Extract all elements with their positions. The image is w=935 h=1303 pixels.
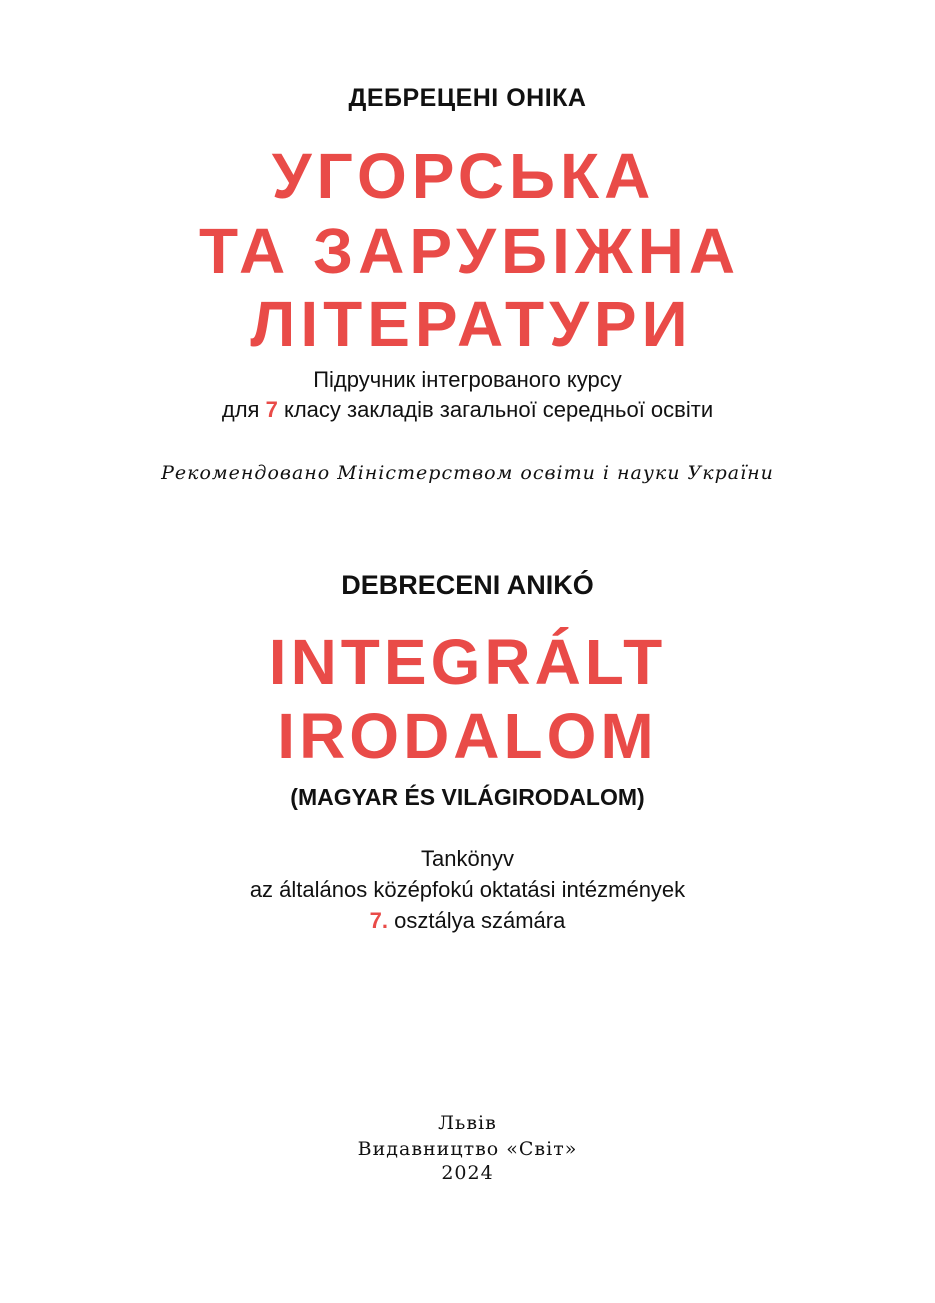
school-type-description: az általános középfokú oktatási intézmények <box>249 877 686 902</box>
book-title-hungarian-line-1: INTEGRÁLT <box>268 626 667 698</box>
book-title-ukrainian-line-2: ТА ЗАРУБІЖНА <box>198 215 741 287</box>
course-description-ukrainian: Підручник інтегрованого курсу <box>313 367 622 392</box>
grade-number: 7 <box>265 397 278 422</box>
grade-description-hungarian <box>0 910 935 932</box>
book-title-ukrainian-line-1: УГОРСЬКА <box>271 140 656 212</box>
ministry-recommendation: Рекомендовано Міністерством освіти і науки України <box>161 462 774 484</box>
grade-suffix-hungarian: osztálya számára <box>388 908 566 933</box>
author-name-hungarian: DEBRECENI ANIKÓ <box>341 570 594 600</box>
grade-suffix: класу закладів загальної середньої освіти <box>277 397 714 422</box>
grade-description-ukrainian <box>0 399 935 421</box>
grade-number-hungarian: 7. <box>369 908 389 933</box>
book-subtitle-hungarian: (MAGYAR ÉS VILÁGIRODALOM) <box>290 784 645 810</box>
imprint-publisher: Видавництво «Світ» <box>357 1138 578 1160</box>
grade-prefix: для <box>221 397 266 422</box>
book-title-ukrainian-line-3: ЛІТЕРАТУРИ <box>250 288 693 360</box>
imprint-year: 2024 <box>441 1162 494 1184</box>
textbook-label: Tankönyv <box>421 846 514 871</box>
imprint-city: Львів <box>438 1112 497 1134</box>
book-title-hungarian-line-2: IRODALOM <box>277 700 658 772</box>
author-name-ukrainian: ДЕБРЕЦЕНІ ОНІКА <box>348 84 587 112</box>
